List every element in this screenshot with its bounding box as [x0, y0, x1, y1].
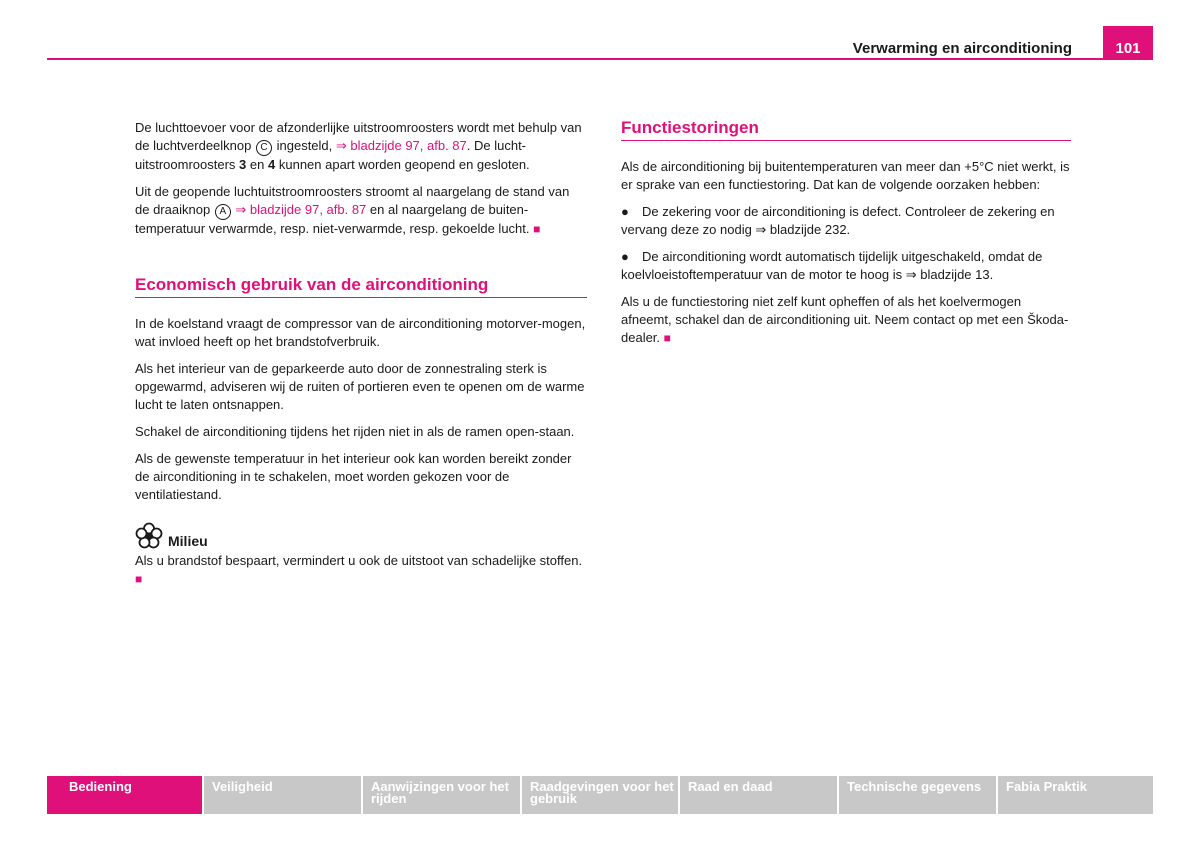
end-mark-icon: ■: [663, 331, 671, 345]
bullet-item: ● De zekering voor de airconditioning is defect. Controleer de zekering en vervang deze zo nodig ⇒ bladzijde 232.: [621, 204, 1055, 237]
right-column: [621, 119, 1071, 356]
tab-fabia-praktik[interactable]: Fabia Praktik: [998, 776, 1153, 814]
tab-raad-en-daad[interactable]: Raad en daad: [680, 776, 837, 814]
paragraph-closing: Als u de functiestoring niet zelf kunt opheffen of als het koelvermogen afneemt, schakel dan de airconditioning uit. Neem contact op met een Škoda-dealer. ■: [621, 294, 1069, 345]
chapter-tab-bar: [47, 776, 1153, 814]
milieu-text: Als u brandstof bespaart, vermindert u ook de uitstoot van schadelijke stoffen. ■: [135, 553, 583, 586]
section-heading-economisch: Economisch gebruik van de airconditioning: [135, 276, 587, 298]
paragraph: Als de gewenste temperatuur in het interieur ook kan worden bereikt zonder de airconditioning in te schakelen, moet worden gekozen voor de ventilatiestand.: [135, 451, 572, 502]
flower-icon: [135, 522, 163, 550]
chapter-title: Verwarming en airconditioning: [852, 40, 1072, 57]
paragraph: Als het interieur van de geparkeerde auto door de zonnestraling sterk is opgewarmd, adviseren wij de ruiten of portieren even te openen om de warme lucht te laten ontsnappen.: [135, 361, 585, 412]
page-reference-link[interactable]: ⇒ bladzijde 97, afb. 87: [235, 202, 367, 217]
section-heading-functiestoringen: Functiestoringen: [621, 119, 1071, 141]
page-number: 101: [1103, 26, 1153, 60]
paragraph: Schakel de airconditioning tijdens het rijden niet in als de ramen open-staan.: [135, 424, 575, 439]
tab-bediening[interactable]: Bediening: [47, 776, 202, 814]
milieu-title: Milieu: [168, 533, 208, 549]
bullet-icon: ●: [621, 204, 629, 219]
milieu-heading: [135, 522, 587, 550]
paragraph: In de koelstand vraagt de compressor van de airconditioning motorver-mogen, wat invloed heeft op het brandstofverbruik.: [135, 316, 586, 349]
left-column: [135, 119, 587, 597]
end-mark-icon: ■: [135, 572, 143, 586]
knob-c-icon: C: [256, 140, 272, 156]
tab-raadgevingen[interactable]: Raadgevingen voor het gebruik: [522, 776, 678, 814]
paragraph-air-distribution: De luchttoevoer voor de afzonderlijke uitstroomroosters wordt met behulp van de luchtverdeelknop C ingesteld, ⇒ bladzijde 97, afb. 87. De lucht-uitstroomroosters 3 en 4 kunnen apart worden geopend en gesloten.: [135, 120, 582, 172]
header-rule: [47, 58, 1153, 60]
paragraph-intro: Als de airconditioning bij buitentemperaturen van meer dan +5°C niet werkt, is er sprake van een functiestoring. Dat kan de volgende oorzaken hebben:: [621, 159, 1070, 192]
bullet-item: ● De airconditioning wordt automatisch tijdelijk uitgeschakeld, omdat de koelvloeistoftemperatuur van de motor te hoog is ⇒ bladzijde 13.: [621, 249, 1043, 282]
end-mark-icon: ■: [533, 222, 541, 236]
bullet-icon: ●: [621, 249, 629, 264]
page-reference-link[interactable]: ⇒ bladzijde 97, afb. 87: [335, 138, 467, 153]
tab-technische-gegevens[interactable]: Technische gegevens: [839, 776, 996, 814]
tab-aanwijzingen[interactable]: Aanwijzingen voor het rijden: [363, 776, 520, 814]
paragraph-rotary-knob: Uit de geopende luchtuitstroomroosters stroomt al naargelang de stand van de draaiknop A ⇒ bladzijde 97, afb. 87 en al naargelang de buiten-temperatuur verwarmde, resp. niet-verwarmde, resp. gekoelde lucht. ■: [135, 184, 570, 236]
tab-veiligheid[interactable]: Veiligheid: [204, 776, 361, 814]
knob-a-icon: A: [215, 204, 231, 220]
